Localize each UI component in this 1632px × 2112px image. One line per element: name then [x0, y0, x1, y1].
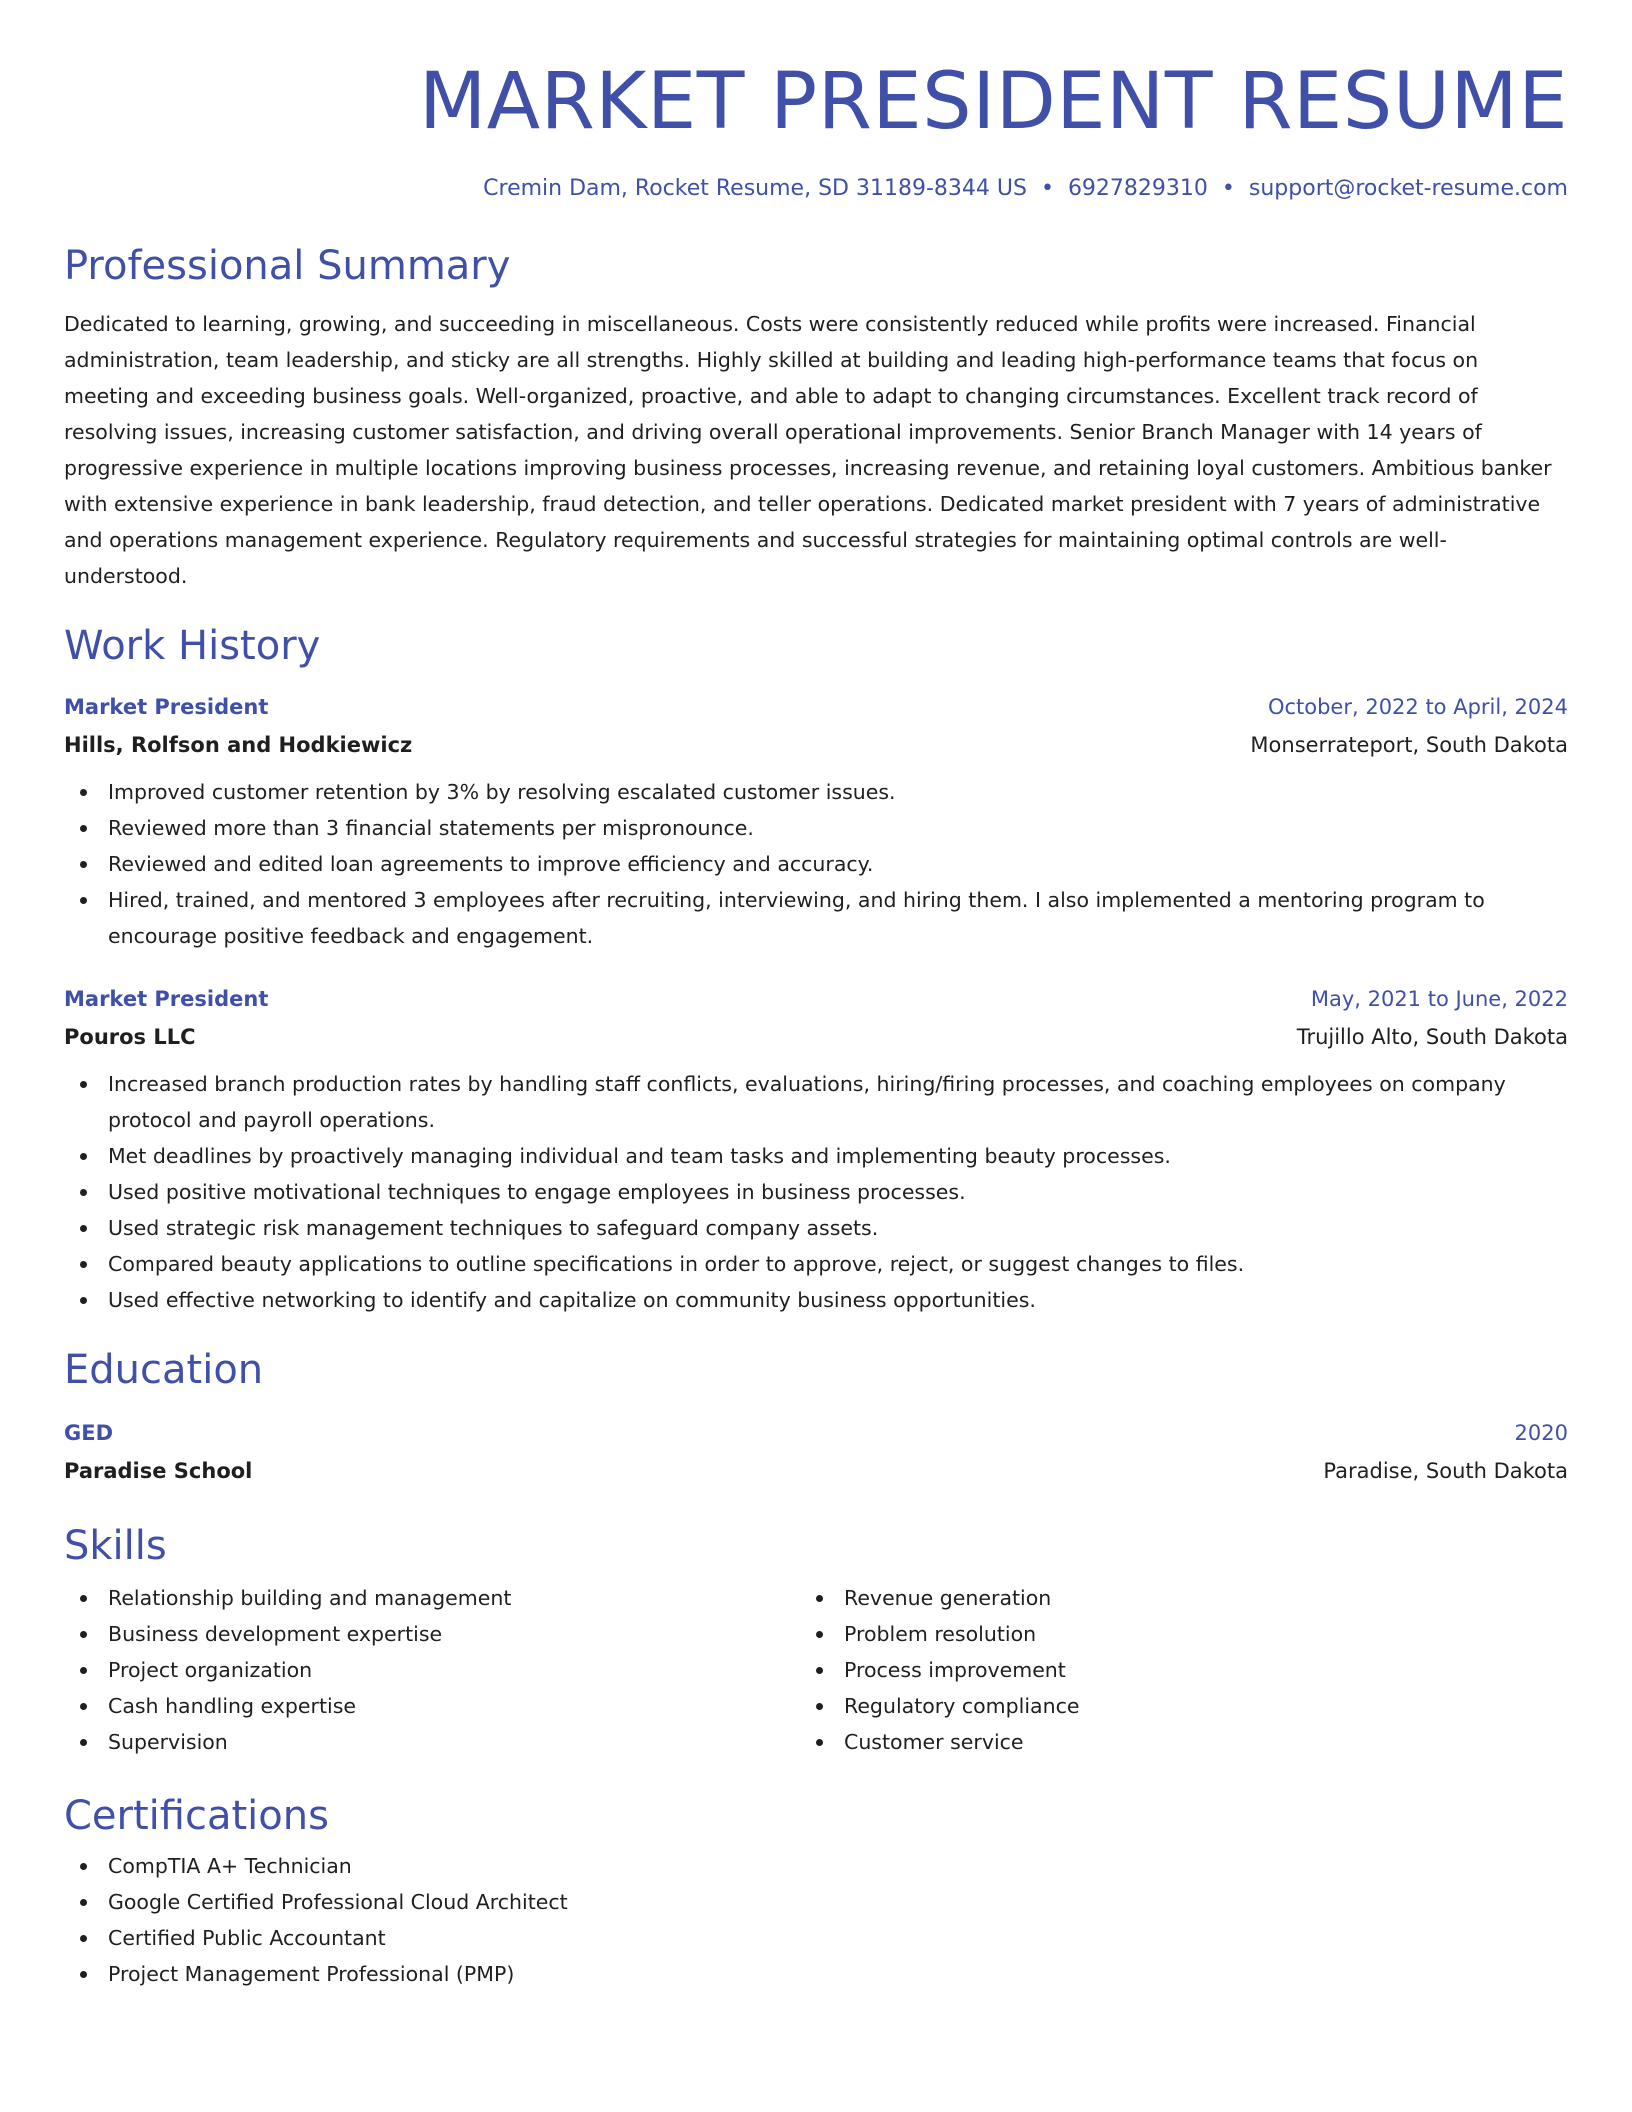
education-school: Paradise School	[64, 1459, 253, 1483]
skill-item: Regulatory compliance	[800, 1688, 1536, 1724]
job-location: Trujillo Alto, South Dakota	[1296, 1025, 1568, 1049]
job-company: Hills, Rolfson and Hodkiewicz	[64, 733, 413, 757]
job-company-row	[64, 726, 1568, 764]
section-title-education: Education	[64, 1347, 264, 1393]
section-title-summary: Professional Summary	[64, 243, 511, 289]
resume-header	[64, 52, 1568, 204]
section-title-certifications: Certifications	[64, 1793, 329, 1839]
skill-item: Customer service	[800, 1724, 1536, 1760]
skill-item: Relationship building and management	[64, 1580, 800, 1616]
skill-item: Project organization	[64, 1652, 800, 1688]
job-company: Pouros LLC	[64, 1025, 196, 1049]
job-bullet: Met deadlines by proactively managing individual and team tasks and implementing beauty processes.	[64, 1138, 1568, 1174]
job-location: Monserrateport, South Dakota	[1250, 733, 1568, 757]
certification-item: Certified Public Accountant	[64, 1920, 1568, 1956]
education-degree: GED	[64, 1421, 114, 1445]
section-title-work-history: Work History	[64, 623, 321, 669]
certification-item: Project Management Professional (PMP)	[64, 1956, 1568, 1992]
job-bullet: Improved customer retention by 3% by resolving escalated customer issues.	[64, 774, 1568, 810]
skills-list-right	[800, 1580, 1536, 1760]
job-bullet: Increased branch production rates by handling staff conflicts, evaluations, hiring/firing processes, and coaching employees on company protocol and payroll operations.	[64, 1066, 1568, 1138]
education-school-row	[64, 1452, 1568, 1490]
contact-separator: •	[1040, 176, 1054, 201]
job-bullet: Used positive motivational techniques to engage employees in business processes.	[64, 1174, 1568, 1210]
job-bullet-list	[64, 774, 1568, 954]
job-dates: May, 2021 to June, 2022	[1310, 987, 1568, 1011]
skill-item: Supervision	[64, 1724, 800, 1760]
skills-list-left	[64, 1580, 800, 1760]
skill-item: Problem resolution	[800, 1616, 1536, 1652]
skill-item: Business development expertise	[64, 1616, 800, 1652]
education-entry	[64, 1414, 1568, 1490]
contact-email[interactable]: support@rocket-resume.com	[1248, 176, 1568, 201]
job-header-row	[64, 688, 1568, 726]
job-bullet: Reviewed and edited loan agreements to improve efficiency and accuracy.	[64, 846, 1568, 882]
contact-separator: •	[1221, 176, 1235, 201]
skill-item: Revenue generation	[800, 1580, 1536, 1616]
skill-item: Cash handling expertise	[64, 1688, 800, 1724]
job-role: Market President	[64, 695, 269, 719]
job-entry	[64, 980, 1568, 1318]
education-year: 2020	[1514, 1421, 1568, 1445]
certification-item: Google Certified Professional Cloud Architect	[64, 1884, 1568, 1920]
job-bullet: Used effective networking to identify and capitalize on community business opportunities.	[64, 1282, 1568, 1318]
job-role: Market President	[64, 987, 269, 1011]
resume-title: MARKET PRESIDENT RESUME	[418, 57, 1568, 147]
section-title-skills: Skills	[64, 1523, 167, 1569]
contact-address: Cremin Dam, Rocket Resume, SD 31189-8344 US	[483, 176, 1027, 201]
skill-item: Process improvement	[800, 1652, 1536, 1688]
education-location: Paradise, South Dakota	[1323, 1459, 1568, 1483]
job-bullet: Hired, trained, and mentored 3 employees after recruiting, interviewing, and hiring them. I also implemented a mentoring program to encourage positive feedback and engagement.	[64, 882, 1568, 954]
job-header-row	[64, 980, 1568, 1018]
job-bullet: Used strategic risk management techniques to safeguard company assets.	[64, 1210, 1568, 1246]
job-bullet: Compared beauty applications to outline specifications in order to approve, reject, or suggest changes to files.	[64, 1246, 1568, 1282]
contact-line	[64, 174, 1568, 204]
skills-columns	[64, 1580, 1568, 1760]
job-bullet-list	[64, 1066, 1568, 1318]
education-header-row	[64, 1414, 1568, 1452]
certification-item: CompTIA A+ Technician	[64, 1848, 1568, 1884]
job-bullet: Reviewed more than 3 financial statements per mispronounce.	[64, 810, 1568, 846]
job-dates: October, 2022 to April, 2024	[1267, 695, 1568, 719]
certifications-list	[64, 1848, 1568, 1992]
job-company-row	[64, 1018, 1568, 1056]
job-entry	[64, 688, 1568, 954]
contact-phone: 6927829310	[1067, 176, 1208, 201]
summary-text: Dedicated to learning, growing, and succeeding in miscellaneous. Costs were consistently reduced while profits were increased. Financial administration, team leadership, and sticky are all strengths. Highly skilled at building and leading high-performance teams that focus on meeting and exceeding business goals. Well-organized, proactive, and able to adapt to changing circumstances. Excellent track record of resolving issues, increasing customer satisfaction, and driving overall operational improvements. Senior Branch Manager with 14 years of progressive experience in multiple locations improving business processes, increasing revenue, and retaining loyal customers. Ambitious banker with extensive experience in bank leadership, fraud detection, and teller operations. Dedicated market president with 7 years of administrative and operations management experience. Regulatory requirements and successful strategies for maintaining optimal controls are well-understood.	[64, 312, 1552, 588]
